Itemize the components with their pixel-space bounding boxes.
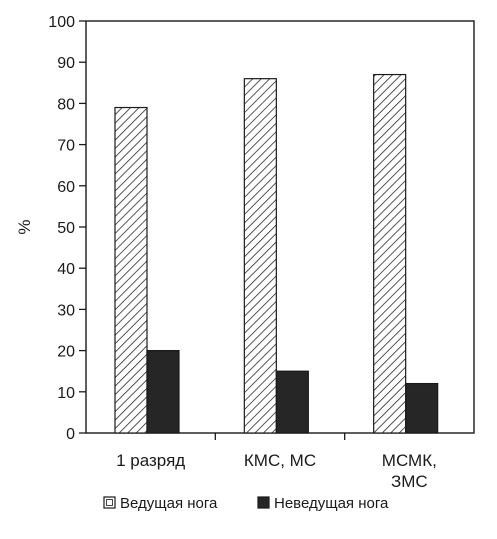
- plot-area: [15, 14, 474, 491]
- legend-label: Ведущая нога: [120, 495, 218, 512]
- x-category-label: [116, 451, 185, 470]
- y-tick-label: 40: [57, 261, 75, 279]
- y-tick-label: 50: [57, 220, 75, 237]
- y-tick-label: 70: [57, 137, 75, 155]
- x-category-label: [382, 451, 437, 491]
- y-tick-label: 30: [57, 302, 75, 320]
- y-tick-label: 10: [57, 384, 75, 402]
- legend-label: Неведущая нога: [274, 495, 389, 512]
- y-tick-label: 60: [57, 178, 75, 196]
- bar-non-leading-leg: [147, 351, 179, 433]
- x-category-label-line: 1 разряд: [116, 451, 186, 470]
- bar-non-leading-leg: [276, 371, 308, 433]
- x-category-label-line: ЗМС: [390, 472, 428, 491]
- bar-leading-leg: [115, 108, 147, 433]
- legend: [104, 495, 389, 512]
- y-tick-label: 20: [57, 343, 75, 361]
- x-category-label-line: КМС, МС: [243, 451, 317, 470]
- y-tick-label: 80: [57, 96, 75, 114]
- y-tick-label: 0: [66, 426, 75, 443]
- x-category-label: [244, 451, 316, 470]
- legend-swatch: [104, 497, 115, 508]
- bar-leading-leg: [374, 75, 406, 433]
- bar-leading-leg: [244, 79, 276, 433]
- legend-swatch: [258, 497, 269, 508]
- y-tick-label: 100: [48, 14, 75, 31]
- y-axis-title: %: [15, 219, 34, 235]
- x-category-label-line: МСМК,: [381, 451, 437, 470]
- bar-non-leading-leg: [406, 384, 438, 433]
- y-tick-label: 90: [57, 55, 75, 73]
